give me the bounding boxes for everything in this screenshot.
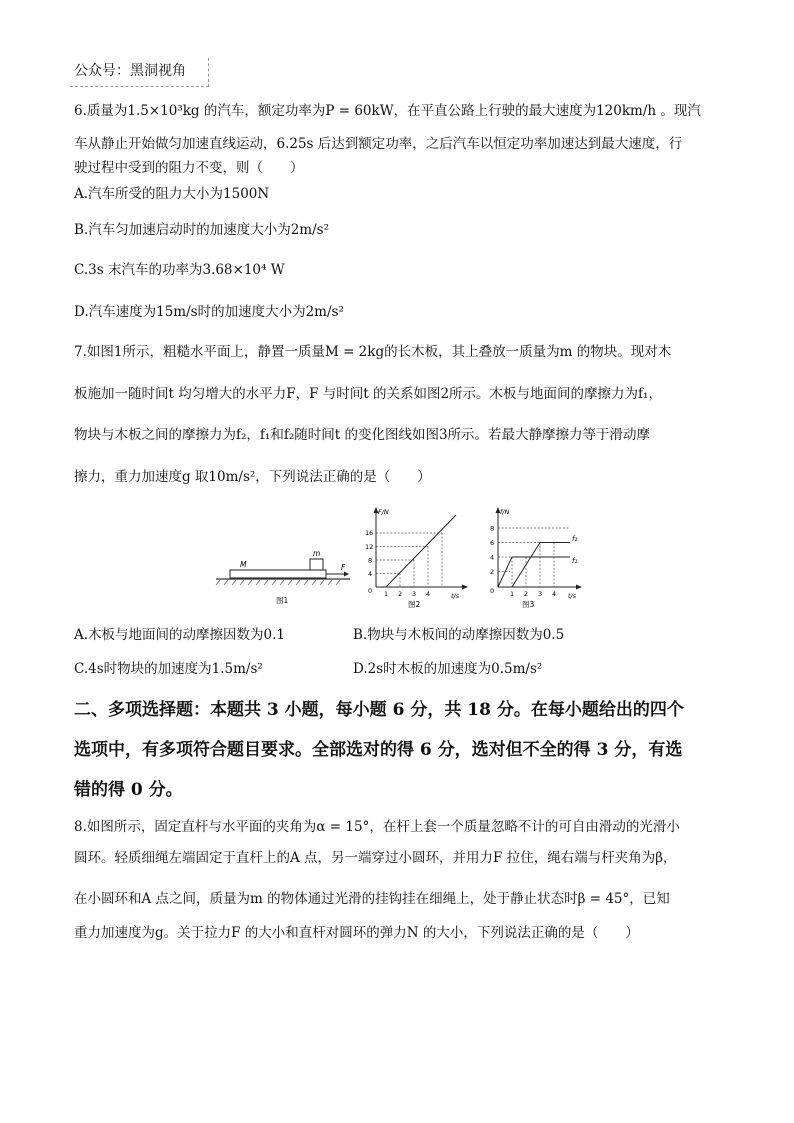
fig3-caption: 图3 xyxy=(522,600,535,609)
fig3-xtick-2: 2 xyxy=(524,590,529,598)
fig3-label-f2: f₂ xyxy=(572,535,578,543)
fig1-label-F: F xyxy=(341,563,346,572)
figure2 xyxy=(365,507,468,609)
q6-line-3: 驶过程中受到的阻力不变，则（ ） xyxy=(74,160,304,176)
q7-option-d: D.2s时木板的加速度为0.5m/s² xyxy=(353,661,543,677)
fig1-label-m: m xyxy=(313,549,321,558)
q6-option-d: D.汽车速度为15m/s时的加速度大小为2m/s² xyxy=(74,304,344,320)
fig2-xtick-3: 3 xyxy=(412,590,417,598)
q6-option-c: C.3s 末汽车的功率为3.68×10⁴ W xyxy=(74,262,285,278)
fig1-block xyxy=(310,559,323,570)
q7-option-b: B.物块与木板间的动摩擦因数为0.5 xyxy=(353,627,565,643)
q7-line-1: 7.如图1所示，粗糙水平面上，静置一质量M = 2kg的长木板，其上叠放一质量为m 的物块。现对木 xyxy=(74,344,672,360)
fig3-ytick-8: 8 xyxy=(490,524,495,533)
q6-line-1: 6.质量为1.5×10³kg 的汽车，额定功率为P = 60kW，在平直公路上行驶的最大速度为120km/h 。现汽 xyxy=(74,103,701,119)
fig3-ytick-2: 2 xyxy=(490,568,495,576)
fig2-xtick-4: 4 xyxy=(426,590,431,598)
q7-line-3: 物块与木板之间的摩擦力为f₂，f₁和f₂随时间t 的变化图线如图3所示。若最大静摩擦力等于滑动摩 xyxy=(74,427,651,443)
section2-line-3: 错的得 0 分。 xyxy=(74,780,183,800)
fig3-xtick-1: 1 xyxy=(510,590,515,598)
fig1-caption: 图1 xyxy=(276,596,289,605)
fig3-ytick-4: 4 xyxy=(490,553,495,562)
fig3-f2-line xyxy=(512,543,570,588)
fig3-ytick-6: 6 xyxy=(490,539,495,547)
fig2-xlabel: t/s xyxy=(451,592,460,600)
fig1-label-M: M xyxy=(240,560,247,569)
q6-line-2: 车从静止开始做匀加速直线运动，6.25s 后达到额定功率，之后汽车以恒定功率加速达到最大速度，行 xyxy=(74,136,683,152)
fig2-xtick-2: 2 xyxy=(398,590,403,598)
q8-line-1: 8.如图所示，固定直杆与水平面的夹角为α = 15°，在杆上套一个质量忽略不计的可自由滑动的光滑小 xyxy=(74,819,680,835)
q7-option-a: A.木板与地面间的动摩擦因数为0.1 xyxy=(74,627,286,643)
q7-option-c: C.4s时物块的加速度为1.5m/s² xyxy=(74,661,263,677)
fig3-ytick-0: 0 xyxy=(490,587,495,595)
fig3-ylabel: f/N xyxy=(500,508,510,516)
fig1-board xyxy=(230,570,326,578)
q6-option-a: A.汽车所受的阻力大小为1500N xyxy=(74,186,270,202)
q7-line-4: 擦力，重力加速度g 取10m/s²，下列说法正确的是（ ） xyxy=(74,469,431,485)
fig3-xlabel: t/s xyxy=(568,592,577,600)
q7-figure-svg xyxy=(208,503,590,611)
fig2-ylabel: F/N xyxy=(378,508,389,516)
fig2-ytick-16: 16 xyxy=(365,529,374,537)
fig2-ytick-0: 0 xyxy=(368,587,373,595)
q8-line-2: 圆环。轻质细绳左端固定于直杆上的A 点，另一端穿过小圆环，并用力F 拉住，绳右端与杆夹角为β， xyxy=(74,850,677,866)
figure3 xyxy=(490,507,582,609)
q8-line-4: 重力加速度为g。关于拉力F 的大小和直杆对圆环的弹力N 的大小，下列说法正确的是（ ） xyxy=(74,925,639,941)
q7-figure xyxy=(208,503,590,611)
fig2-ytick-4: 4 xyxy=(368,570,373,578)
fig2-force-line xyxy=(386,515,456,587)
fig3-xtick-4: 4 xyxy=(552,590,557,598)
section2-line-1: 二、多项选择题：本题共 3 小题，每小题 6 分，共 18 分。在每小题给出的四个 xyxy=(74,700,684,720)
q7-line-2: 板施加一随时间t 均匀增大的水平力F，F 与时间t 的关系如图2所示。木板与地面间的摩擦力为f₁， xyxy=(74,386,662,402)
fig3-xtick-3: 3 xyxy=(538,590,543,598)
fig2-ytick-12: 12 xyxy=(365,543,374,551)
figure1 xyxy=(216,549,350,605)
watermark-text: 公众号：黑洞视角 xyxy=(74,63,186,79)
q6-option-b: B.汽车匀加速启动时的加速度大小为2m/s² xyxy=(74,222,329,238)
section2-line-2: 选项中，有多项符合题目要求。全部选对的得 6 分，选对但不全的得 3 分，有选 xyxy=(74,740,683,760)
q8-line-3: 在小圆环和A 点之间，质量为m 的物体通过光滑的挂钩挂在细绳上，处于静止状态时β = 45°，已知 xyxy=(74,891,670,907)
fig2-ytick-8: 8 xyxy=(368,556,373,565)
fig2-xtick-1: 1 xyxy=(384,590,389,598)
fig2-caption: 图2 xyxy=(408,600,421,609)
fig3-label-f1: f₁ xyxy=(572,557,578,565)
fig3-f1-line xyxy=(498,557,570,587)
